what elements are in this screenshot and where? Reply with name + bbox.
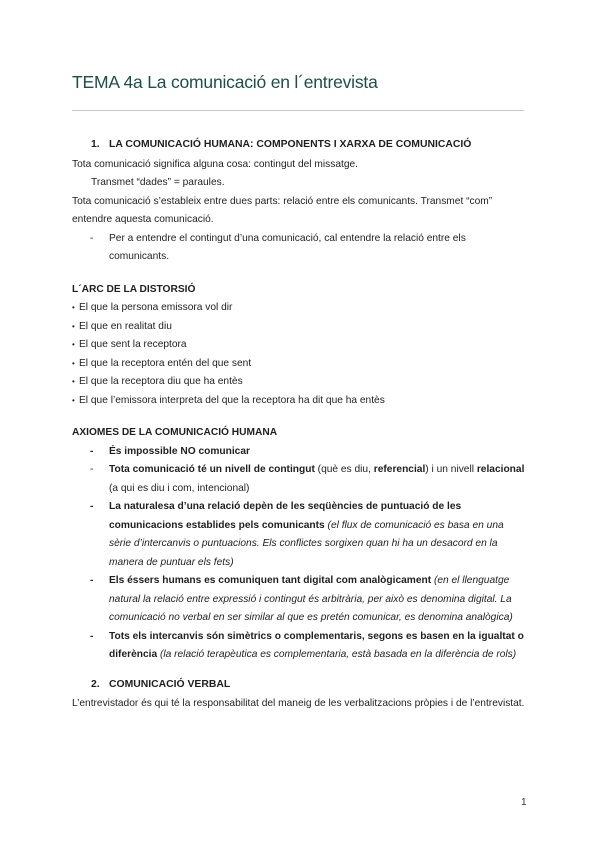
section-1-title: LA COMUNICACIÓ HUMANA: COMPONENTS I XARXA DE COMUNICACIÓ <box>109 139 472 150</box>
list-item: • El que la receptora entén del que sent <box>72 355 526 374</box>
list-item <box>72 572 526 628</box>
list-item: • El que sent la receptora <box>72 336 526 355</box>
section-2-title: COMUNICACIÓ VERBAL <box>109 678 231 690</box>
axiom-4-italic: (en el llenguatge natural la relació entre expressió i contingut és arbitrària, per això es denomina digital. La comunicació no verbal en ser similar al que es pretén comunicar, es denomina analògica) <box>109 575 513 623</box>
page-number: 1 <box>521 797 527 808</box>
axiom-3-italic: (el flux de comunicació es basa en una sèrie d’intercanvis o puntuacions. Els conflictes sorgixen quan hi ha un desacord en la manera de puntuar els fets) <box>109 519 504 568</box>
section-1-dash-list <box>72 230 526 267</box>
axiom-5-italic: (la relació terapèutica es complementaria, està basada en la diferència de rols) <box>157 649 517 660</box>
section-2-number: 2. <box>91 678 100 690</box>
axiomes-heading: AXIOMES DE LA COMUNICACIÓ HUMANA <box>72 427 278 438</box>
axiom-1-bold: És impossible NO comunicar <box>109 445 250 457</box>
list-item <box>72 628 526 665</box>
section-1-heading <box>72 136 526 155</box>
section-1-paragraph-3: Tota comunicació s’estableix entre dues parts: relació entre els comunicants. Transmet “com” entendre aquesta comunicació. <box>72 195 493 225</box>
axiom-4-bold: Els éssers humans es comuniquen tant digital com analògicament <box>109 575 432 586</box>
axiom-2-bold-1: Tota comunicació té un nivell de contingut <box>109 464 315 475</box>
arc-list <box>72 299 526 410</box>
list-item: • El que la receptora diu que ha entès <box>72 373 526 392</box>
axiom-2-bold-3: relacional <box>476 464 525 475</box>
arc-heading: L´ARC DE LA DISTORSIÓ <box>72 283 196 295</box>
list-item <box>72 443 526 462</box>
section-2-paragraph-1: L’entrevistador és qui té la responsabilitat del maneig de les verbalitzacions pròpies i de l’entrevistat. <box>72 698 525 709</box>
list-item: - Per a entendre el contingut d’una comunicació, cal entendre la relació entre els comunicants. <box>72 230 526 267</box>
document-body <box>72 136 526 714</box>
axiom-2-text-3: (a qui es diu i com, intencional) <box>109 482 250 494</box>
title-divider <box>72 110 524 111</box>
axiom-2-text-1: (què es diu, <box>314 464 374 475</box>
axiomes-list <box>72 443 526 665</box>
section-1-paragraph-1: Tota comunicació significa alguna cosa: contingut del missatge. <box>72 158 358 170</box>
section-2-heading <box>72 676 526 695</box>
list-item <box>72 461 526 498</box>
list-item <box>72 498 526 572</box>
section-1-paragraph-2: Transmet “dades” = paraules. <box>91 177 225 188</box>
list-item: • El que l’emissora interpreta del que la receptora ha dit que ha entès <box>72 392 526 411</box>
axiom-3-bold: La naturalesa d’una relació depèn de les seqüències de puntuació de les comunicacions establides pels comunicants <box>109 501 462 531</box>
axiom-5-bold: Tots els intercanvis són simètrics o complementaris, segons es basen en la igualtat o diferència <box>109 630 524 660</box>
axiom-2-bold-2: referencial <box>373 464 426 475</box>
list-item: • El que en realitat diu <box>72 318 526 337</box>
section-1-number: 1. <box>91 139 100 150</box>
list-item: • El que la persona emissora vol dir <box>72 299 526 318</box>
page-title: TEMA 4a La comunicació en l´entrevista <box>72 72 378 92</box>
axiom-2-text-2: ) i un nivell <box>425 464 477 475</box>
